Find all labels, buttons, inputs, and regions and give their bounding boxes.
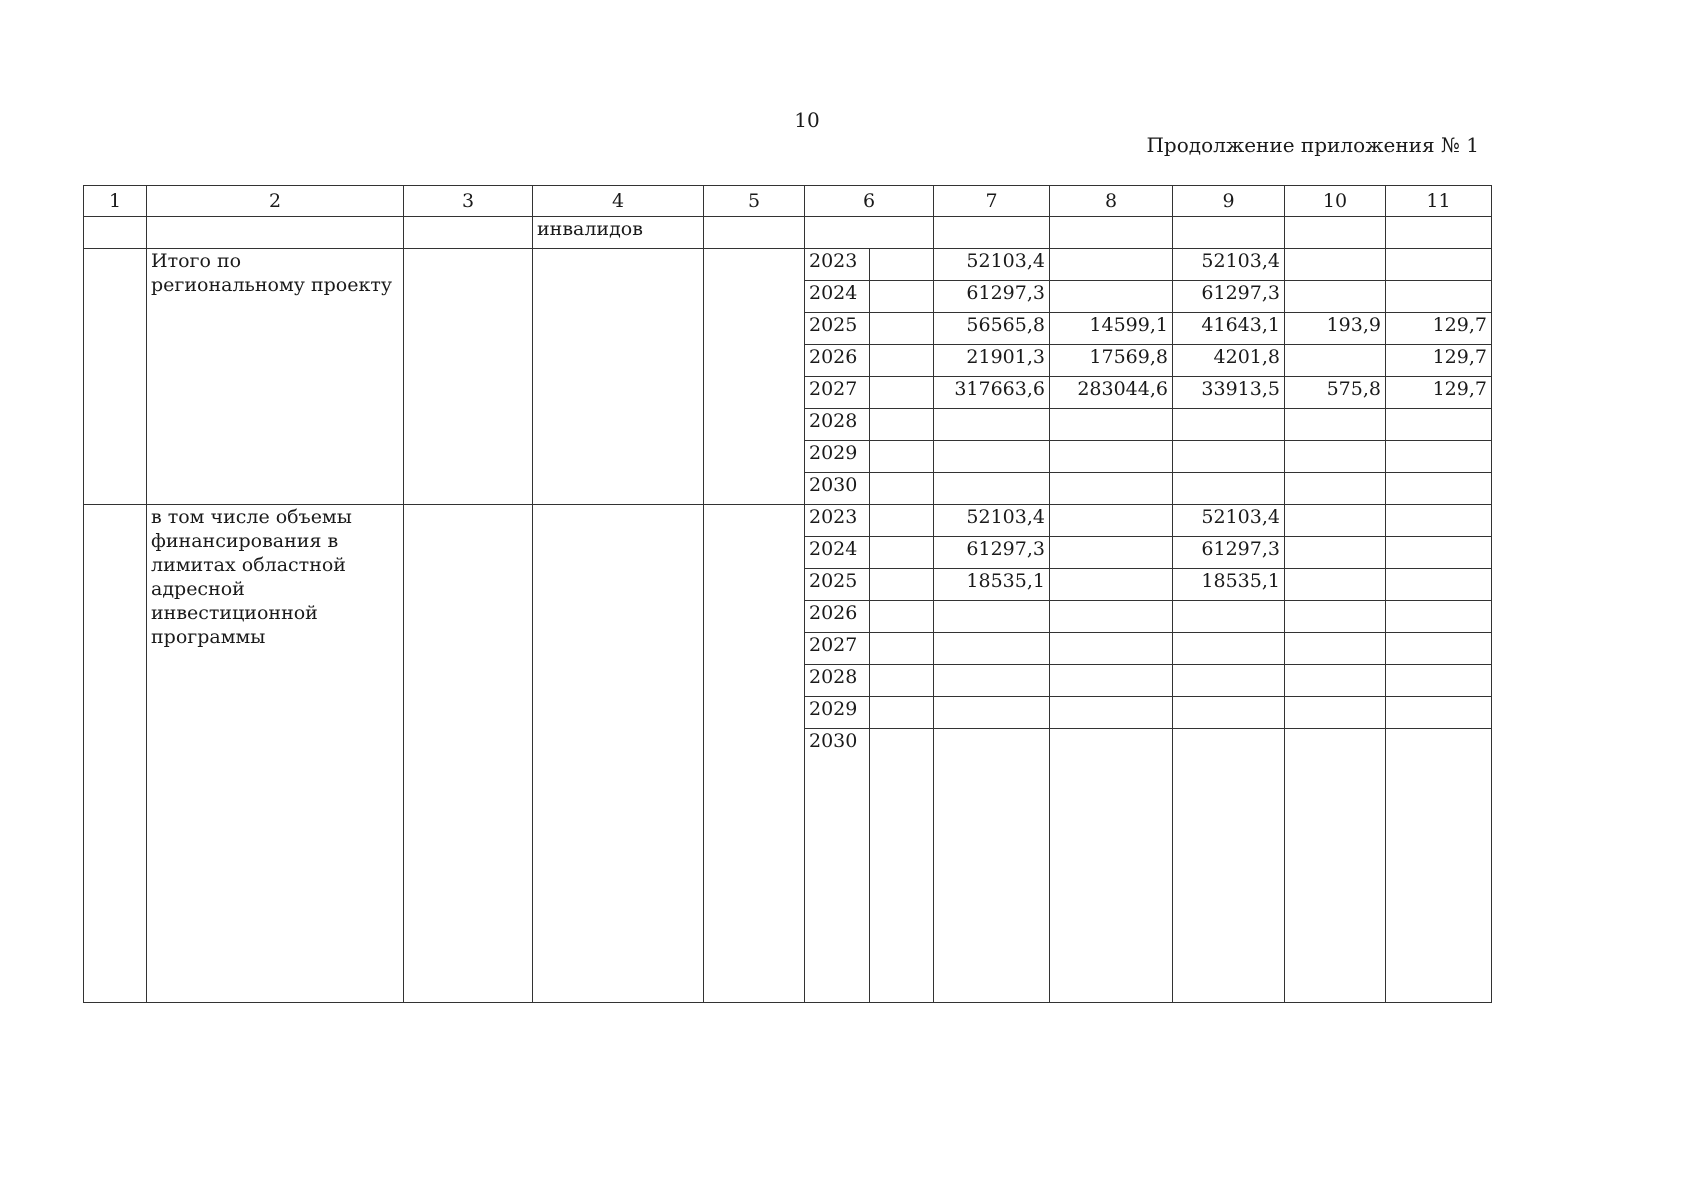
value-col-10 — [1285, 537, 1386, 569]
value-col-11 — [1386, 409, 1492, 441]
value-col-10 — [1285, 729, 1386, 1003]
row-number-cell — [84, 249, 147, 505]
value-col-8 — [1050, 665, 1173, 697]
header-row — [84, 186, 1492, 217]
column-header: 4 — [533, 186, 704, 217]
value-col-11 — [1386, 697, 1492, 729]
year-cell: 2024 — [805, 281, 870, 313]
value-col-8 — [1050, 281, 1173, 313]
value-col-7 — [934, 409, 1050, 441]
carryover-text: инвалидов — [533, 217, 704, 249]
year-cell: 2028 — [805, 409, 870, 441]
financing-table — [83, 185, 1492, 1003]
year-cell: 2029 — [805, 441, 870, 473]
carryover-row — [84, 217, 1492, 249]
value-col-10 — [1285, 281, 1386, 313]
value-col-9: 4201,8 — [1173, 345, 1285, 377]
year-cell: 2030 — [805, 729, 870, 1003]
value-col-10 — [1285, 601, 1386, 633]
value-col-10 — [1285, 345, 1386, 377]
column-header: 11 — [1386, 186, 1492, 217]
value-col-8: 283044,6 — [1050, 377, 1173, 409]
cell — [84, 217, 147, 249]
blank-cell — [870, 249, 934, 281]
value-col-9: 41643,1 — [1173, 313, 1285, 345]
value-col-7: 317663,6 — [934, 377, 1050, 409]
year-cell: 2024 — [805, 537, 870, 569]
value-col-10 — [1285, 249, 1386, 281]
value-col-7: 21901,3 — [934, 345, 1050, 377]
blank-cell — [870, 633, 934, 665]
column-5-cell — [704, 249, 805, 505]
value-col-10 — [1285, 441, 1386, 473]
blank-cell — [870, 313, 934, 345]
value-col-11 — [1386, 441, 1492, 473]
cell — [1386, 217, 1492, 249]
value-col-10 — [1285, 473, 1386, 505]
value-col-11 — [1386, 537, 1492, 569]
value-col-7 — [934, 729, 1050, 1003]
value-col-9 — [1173, 409, 1285, 441]
value-col-7: 18535,1 — [934, 569, 1050, 601]
table-row — [84, 505, 1492, 537]
year-cell: 2030 — [805, 473, 870, 505]
column-3-cell — [404, 249, 533, 505]
blank-cell — [870, 537, 934, 569]
value-col-7: 61297,3 — [934, 537, 1050, 569]
value-col-11 — [1386, 729, 1492, 1003]
value-col-8: 14599,1 — [1050, 313, 1173, 345]
cell — [147, 217, 404, 249]
value-col-8 — [1050, 473, 1173, 505]
value-col-9 — [1173, 633, 1285, 665]
value-col-8 — [1050, 569, 1173, 601]
value-col-9: 61297,3 — [1173, 537, 1285, 569]
value-col-8 — [1050, 601, 1173, 633]
column-header: 5 — [704, 186, 805, 217]
value-col-9: 52103,4 — [1173, 505, 1285, 537]
value-col-8 — [1050, 249, 1173, 281]
blank-cell — [870, 665, 934, 697]
value-col-11 — [1386, 633, 1492, 665]
cell — [934, 217, 1050, 249]
value-col-10 — [1285, 697, 1386, 729]
value-col-9 — [1173, 697, 1285, 729]
year-cell: 2025 — [805, 569, 870, 601]
column-header: 6 — [805, 186, 934, 217]
column-header: 10 — [1285, 186, 1386, 217]
value-col-11 — [1386, 281, 1492, 313]
value-col-7: 56565,8 — [934, 313, 1050, 345]
value-col-9: 61297,3 — [1173, 281, 1285, 313]
year-cell: 2026 — [805, 601, 870, 633]
year-cell: 2025 — [805, 313, 870, 345]
year-cell: 2023 — [805, 249, 870, 281]
value-col-11: 129,7 — [1386, 313, 1492, 345]
blank-cell — [870, 601, 934, 633]
year-cell: 2027 — [805, 377, 870, 409]
value-col-10: 575,8 — [1285, 377, 1386, 409]
value-col-11 — [1386, 505, 1492, 537]
blank-cell — [870, 569, 934, 601]
value-col-7: 52103,4 — [934, 249, 1050, 281]
column-3-cell — [404, 505, 533, 1003]
blank-cell — [870, 377, 934, 409]
table-row — [84, 249, 1492, 281]
section-label: в том числе объемы финансирования в лимитах областной адресной инвестиционной программы — [147, 505, 404, 1003]
blank-cell — [870, 345, 934, 377]
cell — [1173, 217, 1285, 249]
value-col-11: 129,7 — [1386, 377, 1492, 409]
value-col-10 — [1285, 409, 1386, 441]
value-col-7 — [934, 473, 1050, 505]
value-col-9 — [1173, 729, 1285, 1003]
value-col-9: 33913,5 — [1173, 377, 1285, 409]
year-cell: 2028 — [805, 665, 870, 697]
value-col-9 — [1173, 601, 1285, 633]
value-col-8: 17569,8 — [1050, 345, 1173, 377]
value-col-8 — [1050, 537, 1173, 569]
value-col-8 — [1050, 697, 1173, 729]
blank-cell — [870, 409, 934, 441]
year-cell: 2029 — [805, 697, 870, 729]
value-col-7 — [934, 601, 1050, 633]
value-col-9 — [1173, 473, 1285, 505]
cell — [704, 217, 805, 249]
value-col-8 — [1050, 441, 1173, 473]
year-cell: 2026 — [805, 345, 870, 377]
value-col-8 — [1050, 505, 1173, 537]
blank-cell — [870, 441, 934, 473]
blank-cell — [870, 281, 934, 313]
blank-cell — [870, 473, 934, 505]
value-col-11 — [1386, 569, 1492, 601]
value-col-11 — [1386, 601, 1492, 633]
value-col-7: 61297,3 — [934, 281, 1050, 313]
value-col-8 — [1050, 633, 1173, 665]
cell — [805, 217, 934, 249]
row-number-cell — [84, 505, 147, 1003]
column-header: 8 — [1050, 186, 1173, 217]
table-body — [84, 186, 1492, 1003]
page-number: 10 — [794, 108, 820, 132]
section-label: Итого по региональному проекту — [147, 249, 404, 505]
value-col-10 — [1285, 505, 1386, 537]
column-4-cell — [533, 505, 704, 1003]
value-col-11 — [1386, 249, 1492, 281]
year-cell: 2027 — [805, 633, 870, 665]
value-col-7 — [934, 665, 1050, 697]
value-col-7: 52103,4 — [934, 505, 1050, 537]
year-cell: 2023 — [805, 505, 870, 537]
value-col-9: 18535,1 — [1173, 569, 1285, 601]
column-header: 3 — [404, 186, 533, 217]
blank-cell — [870, 505, 934, 537]
value-col-8 — [1050, 409, 1173, 441]
column-5-cell — [704, 505, 805, 1003]
value-col-11 — [1386, 473, 1492, 505]
column-4-cell — [533, 249, 704, 505]
column-header: 1 — [84, 186, 147, 217]
cell — [1050, 217, 1173, 249]
value-col-10 — [1285, 569, 1386, 601]
value-col-11 — [1386, 665, 1492, 697]
value-col-10: 193,9 — [1285, 313, 1386, 345]
value-col-7 — [934, 633, 1050, 665]
value-col-7 — [934, 697, 1050, 729]
appendix-note: Продолжение приложения № 1 — [1146, 133, 1479, 157]
value-col-9: 52103,4 — [1173, 249, 1285, 281]
value-col-8 — [1050, 729, 1173, 1003]
cell — [404, 217, 533, 249]
value-col-9 — [1173, 665, 1285, 697]
value-col-10 — [1285, 633, 1386, 665]
blank-cell — [870, 729, 934, 1003]
column-header: 7 — [934, 186, 1050, 217]
value-col-7 — [934, 441, 1050, 473]
value-col-10 — [1285, 665, 1386, 697]
column-header: 2 — [147, 186, 404, 217]
value-col-11: 129,7 — [1386, 345, 1492, 377]
blank-cell — [870, 697, 934, 729]
cell — [1285, 217, 1386, 249]
column-header: 9 — [1173, 186, 1285, 217]
value-col-9 — [1173, 441, 1285, 473]
